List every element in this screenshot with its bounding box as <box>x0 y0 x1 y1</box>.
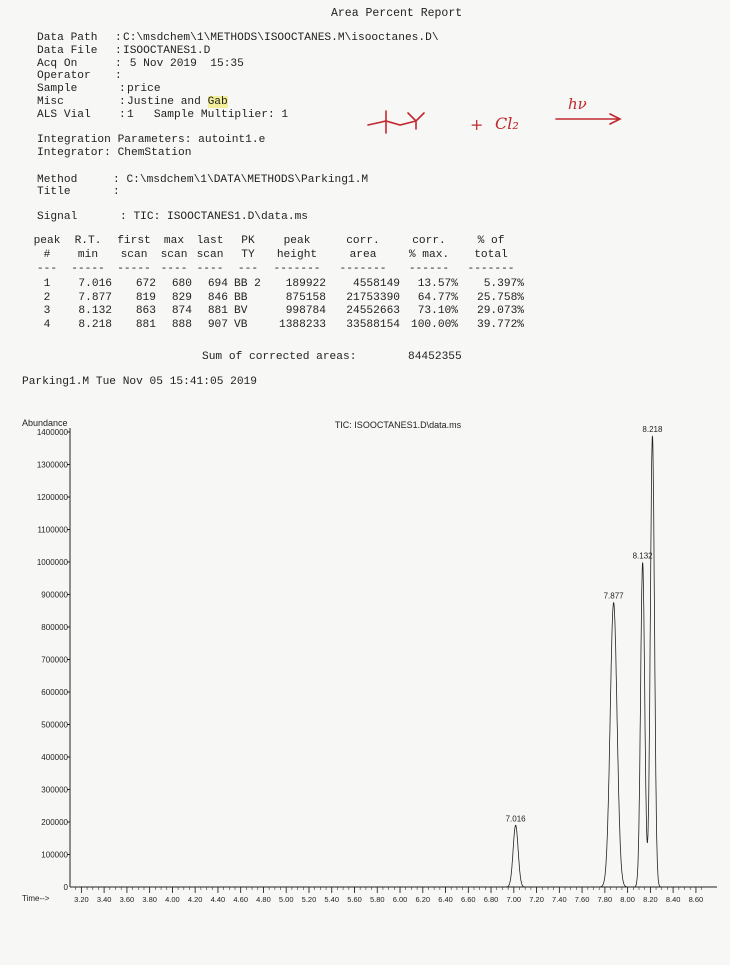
table-cell: 7.877 <box>78 291 112 304</box>
report-title: Area Percent Report <box>331 7 463 20</box>
table-cell: BB <box>234 291 248 304</box>
integration-params-value: autoint1.e <box>198 134 266 146</box>
x-tick-label: 6.80 <box>483 895 499 904</box>
table-cell: 33588154 <box>346 318 400 331</box>
header-field-label: Data Path <box>37 32 98 44</box>
x-tick-label: 7.20 <box>529 895 544 904</box>
header-field-label: Data File <box>37 44 98 57</box>
x-tick-label: 6.40 <box>438 895 453 904</box>
table-header-cell: --- <box>36 263 58 276</box>
title-label: Title <box>37 186 71 198</box>
table-cell: 998784 <box>285 305 326 317</box>
table-header-cell: ------ <box>408 263 450 276</box>
highlighted-text: Gab <box>207 96 228 108</box>
y-tick-label: 600000 <box>41 688 68 697</box>
table-cell: 875158 <box>285 291 326 304</box>
header-field-separator: : <box>115 32 122 44</box>
peak-table <box>30 235 524 332</box>
table-cell: VB <box>234 318 248 331</box>
tic-trace-line <box>81 436 702 887</box>
table-header-cell: TY <box>241 248 255 261</box>
table-header-row <box>30 249 524 263</box>
header-field-separator: : <box>119 83 126 96</box>
x-tick-label: 6.60 <box>460 895 476 904</box>
table-header-cell: R.T. <box>74 235 102 247</box>
table-header-row <box>30 235 524 249</box>
header-field-separator: : <box>115 44 122 57</box>
plus-sign: + <box>470 115 484 134</box>
table-cell: 874 <box>171 305 192 317</box>
table-header-cell: PK <box>241 235 255 247</box>
table-row <box>30 305 524 319</box>
integrator-label: Integrator: <box>37 147 111 159</box>
table-cell: 2 <box>43 291 51 304</box>
y-tick-label: 1200000 <box>36 493 68 502</box>
table-cell: 4 <box>43 318 51 331</box>
table-cell: 672 <box>135 278 156 290</box>
table-header-cell: corr. <box>346 235 380 247</box>
table-dash-row <box>30 262 524 278</box>
table-header-cell: ----- <box>117 263 151 276</box>
y-tick-label: 1400000 <box>36 428 68 437</box>
method-label: Method <box>37 174 78 186</box>
header-field <box>37 96 228 108</box>
table-cell: 100.00% <box>411 318 458 331</box>
y-tick-label: 1300000 <box>36 460 68 470</box>
x-tick-label: 3.40 <box>96 895 112 904</box>
table-cell: 819 <box>135 291 156 304</box>
table-cell: 881 <box>207 305 228 317</box>
table-row <box>30 278 524 292</box>
x-tick-label: 8.20 <box>643 895 658 904</box>
isooctane-skeleton <box>368 121 416 125</box>
method-value: : C:\msdchem\1\DATA\METHODS\Parking1.M <box>113 174 369 186</box>
x-tick-label: 7.40 <box>552 895 567 904</box>
table-cell: 881 <box>135 318 156 331</box>
x-tick-label: 5.20 <box>301 895 317 904</box>
integration-params <box>37 134 265 146</box>
header-field-value: price <box>127 83 161 96</box>
table-cell: 907 <box>207 318 228 331</box>
table-header-cell: last <box>196 235 224 247</box>
table-cell: 680 <box>171 278 192 290</box>
table-cell: 8.132 <box>78 305 112 317</box>
header-field-value: 1 Sample Multiplier: 1 <box>127 108 289 121</box>
table-cell: 846 <box>207 291 228 304</box>
x-tick-label: 6.00 <box>392 895 408 904</box>
table-header-cell: ---- <box>196 263 224 276</box>
table-cell: 888 <box>171 318 192 331</box>
y-tick-label: 800000 <box>41 623 68 632</box>
header-field <box>37 57 244 70</box>
y-tick-label: 400000 <box>41 753 68 762</box>
header-field-separator: : <box>119 108 126 121</box>
table-header-cell: % of <box>477 235 505 247</box>
table-header-cell: ------- <box>467 263 515 276</box>
reaction-arrow-icon <box>556 114 620 124</box>
table-header-cell: ---- <box>160 263 188 276</box>
header-field-value: C:\msdchem\1\METHODS\ISOOCTANES.M\isooctanes.D\ <box>123 32 439 44</box>
table-body <box>30 278 524 332</box>
table-header-cell: ----- <box>71 263 105 276</box>
reagent-label: Cl₂ <box>495 114 519 133</box>
y-tick-label: 500000 <box>41 720 68 730</box>
y-tick-label: 100000 <box>41 850 68 860</box>
table-cell: 694 <box>207 278 228 290</box>
x-tick-label: 5.40 <box>324 895 340 904</box>
x-tick-label: 5.00 <box>278 895 294 904</box>
table-cell: 1388233 <box>279 318 326 331</box>
header-field <box>37 32 439 44</box>
table-header-cell: scan <box>196 248 224 261</box>
table-cell: 8.218 <box>78 318 112 331</box>
y-tick-label: 1100000 <box>37 525 68 535</box>
table-cell: 29.073% <box>477 305 524 317</box>
table-header-cell: corr. <box>412 235 446 247</box>
table-cell: 21753390 <box>346 291 400 304</box>
x-tick-label: 4.00 <box>165 895 180 904</box>
x-tick-label: 4.60 <box>233 895 249 904</box>
table-cell: 5.397% <box>483 278 524 290</box>
x-tick-label: 4.20 <box>187 895 203 904</box>
sum-label: Sum of corrected areas: <box>202 351 357 363</box>
table-header-cell: % max. <box>408 248 450 261</box>
title-sep: : <box>113 186 120 198</box>
table-header-cell: peak <box>283 235 311 247</box>
x-tick-label: 3.20 <box>74 895 89 904</box>
table-cell: 7.016 <box>78 278 112 290</box>
header-field <box>37 70 122 83</box>
header-field-value: ISOOCTANES1.D <box>123 44 211 57</box>
peak-label: 7.877 <box>603 591 624 601</box>
header-field <box>37 44 211 57</box>
table-cell: 25.758% <box>477 291 524 304</box>
table-cell: 863 <box>135 305 156 317</box>
table-cell: BV <box>234 305 248 317</box>
x-axis-label: Time--> <box>22 894 50 903</box>
x-tick-label: 4.80 <box>256 895 271 904</box>
header-field-separator: : <box>115 57 122 70</box>
signal-path: TIC: ISOOCTANES1.D\data.ms <box>133 211 308 223</box>
table-header-cell: min <box>77 248 99 261</box>
table-header-cell: --- <box>237 263 259 276</box>
x-tick-label: 3.80 <box>142 895 157 904</box>
header-field-label: Misc <box>37 96 64 108</box>
table-header-cell: ------- <box>339 263 387 276</box>
y-tick-label: 700000 <box>41 655 68 665</box>
table-cell: 3 <box>43 305 51 317</box>
header-field <box>37 83 161 96</box>
table-cell: 4558149 <box>353 278 400 290</box>
peak-label: 8.132 <box>632 551 653 561</box>
condition-label: hν <box>568 95 587 113</box>
peak-label: 7.016 <box>505 814 526 824</box>
signal-value: : TIC: ISOOCTANES1.D\data.ms <box>120 211 308 223</box>
table-cell: 13.57% <box>417 278 458 290</box>
table-cell: 24552663 <box>346 305 400 317</box>
table-header-cell: area <box>349 248 377 261</box>
sum-value: 84452355 <box>408 351 462 363</box>
header-field-separator: : <box>119 96 126 108</box>
x-tick-label: 4.40 <box>210 895 226 904</box>
header-field-separator: : <box>115 70 122 83</box>
signal-label: Signal <box>37 211 78 223</box>
y-tick-label: 900000 <box>41 590 68 600</box>
table-cell: 1 <box>43 278 51 290</box>
chromatogram-chart <box>0 410 730 920</box>
table-header-cell: peak <box>33 235 61 247</box>
table-row <box>30 319 524 333</box>
header-field <box>37 108 289 121</box>
table-cell: 829 <box>171 291 192 304</box>
table-header-cell: first <box>117 235 151 247</box>
header-field-value: 5 Nov 2019 15:35 <box>123 57 244 70</box>
table-header-cell: ------- <box>273 263 321 276</box>
y-tick-label: 0 <box>63 883 68 892</box>
header-field-value: Justine and Gab <box>127 96 228 108</box>
table-row <box>30 292 524 306</box>
header-field-label: ALS Vial <box>37 108 91 121</box>
x-tick-label: 8.00 <box>620 895 635 904</box>
table-header-cell: scan <box>120 248 148 261</box>
table-cell: 64.77% <box>417 291 458 304</box>
integrator <box>37 147 191 159</box>
y-tick-label: 300000 <box>41 785 68 795</box>
table-header-cell: # <box>43 248 51 261</box>
integration-params-label: Integration Parameters: <box>37 134 192 146</box>
x-tick-label: 8.40 <box>665 895 681 904</box>
y-tick-label: 200000 <box>41 818 68 827</box>
peak-label: 8.218 <box>642 424 663 434</box>
header-field-label: Sample <box>37 83 78 96</box>
x-tick-label: 3.60 <box>119 895 135 904</box>
header-field-label: Acq On <box>37 57 78 70</box>
integrator-value: ChemStation <box>117 147 192 159</box>
x-tick-label: 7.00 <box>506 895 522 904</box>
table-header-cell: max <box>163 235 185 247</box>
x-tick-label: 8.60 <box>688 895 704 904</box>
table-cell: BB 2 <box>234 278 261 290</box>
table-header-cell: scan <box>160 248 188 261</box>
y-tick-label: 1000000 <box>36 558 68 567</box>
method-path: C:\msdchem\1\DATA\METHODS\Parking1.M <box>126 174 369 186</box>
table-cell: 189922 <box>285 278 326 290</box>
chart-title: TIC: ISOOCTANES1.D\data.ms <box>334 420 462 430</box>
table-cell: 39.772% <box>477 318 524 331</box>
x-tick-label: 6.20 <box>415 895 431 904</box>
x-tick-label: 7.80 <box>597 895 613 904</box>
footer-line: Parking1.M Tue Nov 05 15:41:05 2019 <box>22 376 257 388</box>
x-tick-label: 7.60 <box>574 895 590 904</box>
table-header-cell: total <box>474 248 508 261</box>
x-tick-label: 5.60 <box>347 895 362 904</box>
header-field-label: Operator <box>37 70 91 83</box>
y-axis-label: Abundance <box>22 418 68 428</box>
table-header-cell: height <box>276 248 318 261</box>
x-tick-label: 5.80 <box>369 895 385 904</box>
skeleton-branch <box>408 113 424 121</box>
table-cell: 73.10% <box>417 305 458 317</box>
